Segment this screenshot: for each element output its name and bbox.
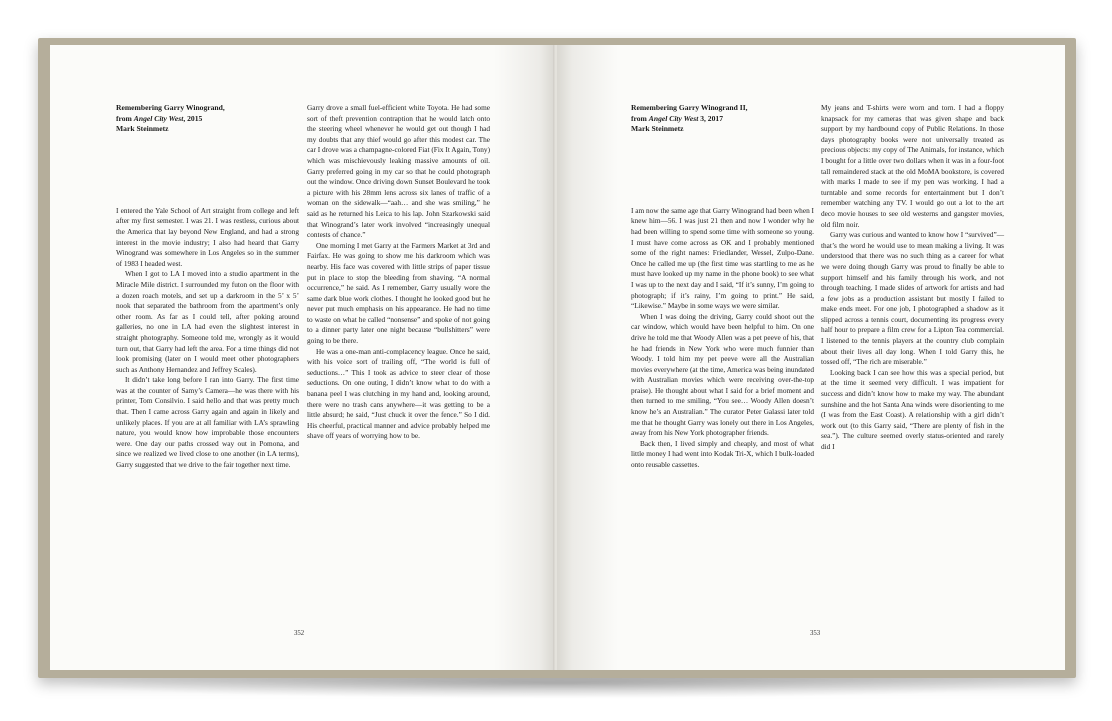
right-page-column-2 — [821, 103, 1004, 453]
paragraph: Garry drove a small fuel-efficient white Toyota. He had some sort of theft prevention contraption that he would latch onto the steering wheel whenever he would get out though I had my doubts that any thief would go after this modest car. The car I drove was a champagne-colored Fiat (Fix It Again, Tony) which was mischievously leaking massive amounts of oil. Garry preferred going in my car so that he could photograph out the window. Once driving down Sunset Boulevard he took a picture with his 28mm lens across six lanes of traffic of a woman on the sidewalk—“aah… and she was smiling,” he said as he returned his Leica to his lap. John Szarkowski said that Winogrand’s later work involved “increasingly unequal contests of chance.” — [307, 103, 490, 240]
right-page — [557, 45, 1065, 670]
page-number: 352 — [294, 630, 305, 637]
paragraph: One morning I met Garry at the Farmers Market at 3rd and Fairfax. He was going to show me his darkroom which was nearby. His face was covered with little strips of paper tissue put in place to stop the bleeding from shaving. “A normal occurrence,” he said. As I remember, Garry usually wore the same dark blue work clothes. I thought he looked good but he never put much emphasis on his appearance. He had no time to waste on what he called “nonsense” and spoke of not going to a dinner party later one night because “bullshitters” were going to be there. — [307, 240, 490, 346]
heading-author: Mark Steinmetz — [116, 124, 169, 134]
heading-author: Mark Steinmetz — [631, 124, 684, 134]
heading-source: from Angel City West, 2015 — [116, 113, 203, 123]
heading-title: Remembering Garry Winogrand, — [116, 103, 225, 112]
paragraph: When I was doing the driving, Garry could shoot out the car window, which would have been helpful to him. On one drive he told me that Woody Allen was a pet peeve of his, that he had friends in New York who were much funnier than Woody. I told him my pet peeve were all the Australian movies everywhere (at the time, America was being inundated with Australian movies which were receiving over-the-top praise). He thought about what I said for a brief moment and then turned to me smiling, “You see… Woody Allen doesn’t know he’s an Australian.” The curator Peter Galassi later told me that he thought Garry was lonely out there in Los Angeles, away from his New York photographer friends. — [631, 311, 814, 438]
paragraph: I am now the same age that Garry Winogrand had been when I knew him—56. I was just 21 then and now I wonder why he had been willing to spend some time with someone so young. I must have come across as OK and I probably mentioned some of the right names: Friedlander, Wessel, Zulpo-Dane. Once he called me up (the first time was startling to me as he must have looked up my name in the phone book) to see what I was up to the next day and I said, “If it’s sunny, I’m going to photograph; if it’s rainy, I’m going to print.” He said, “Likewise.” Maybe in some ways we were similar. — [631, 205, 814, 311]
paragraph: It didn’t take long before I ran into Garry. The first time was at the counter of Samy’s Camera—he was there with his printer, Tom Consilvio. I said hello and that was pretty much that. Then I came across Garry again and again in likely and unlikely places. If you are at all familiar with LA’s sprawling nature, you would know how improbable those encounters were. One day our paths crossed way out in Pomona, and since we realized we lived close to one another (in LA terms), Garry suggested that we drive to the fair together next time. — [116, 375, 299, 470]
essay-heading — [116, 103, 299, 135]
paragraph: When I got to LA I moved into a studio apartment in the Miracle Mile district. I surrounded my futon on the floor with a dozen roach motels, and set up a darkroom in the 5’ x 5’ nook that separated the bathroom from the apartment’s only other room. As far as I could tell, after poking around galleries, no one in LA had even the slightest interest in straight photography. Someone told me, wrongly as it would turn out, that Garry had left the area. For a time things did not look promising (later on I would meet other photographers such as Anthony Hernandez and Jeffrey Scales). — [116, 269, 299, 374]
heading-title: Remembering Garry Winogrand II, — [631, 103, 748, 112]
heading-source: from Angel City West 3, 2017 — [631, 113, 723, 123]
paragraph: He was a one-man anti-complacency league. Once he said, with his voice sort of trailing off, “The world is full of seductions…” This I took as advice to steer clear of those seductions. On one outing, I didn’t know what to do with a banana peel I was clutching in my hand and, looking around, there were no trash cans anywhere—it was getting to be a little absurd; he said, “Just chuck it over the fence.” So I did. His cheerful, practical manner and advice probably helped me shave off years of worrying how to be. — [307, 346, 490, 441]
paragraph: I entered the Yale School of Art straight from college and left after my first semester. I was 21. I was restless, curious about the America that lay beyond New England, and had a strong interest in the movie industry; I also had heard that Garry Winogrand was somewhere in Los Angeles so in the summer of 1983 I headed west. — [116, 205, 299, 268]
left-page-column-1 — [116, 103, 299, 471]
publication-title: Angel City West — [133, 113, 184, 123]
paragraph: My jeans and T-shirts were worn and torn. I had a floppy knapsack for my cameras that was given shape and back support by my hardbound copy of Public Relations. In those days photography books were not universally treated as precious objects: my copy of The Animals, for instance, which I bought for a little over two dollars when it was in a four-foot tall remaindered stack at the old MoMA bookstore, is covered with marks I made to see if my pen was working. I had a turntable and some records for entertainment but I don’t remember watching any TV. I would go out a lot to the art deco movie houses to see old westerns and gangster movies, old film noir. — [821, 103, 1004, 229]
page-number: 353 — [810, 630, 821, 637]
publication-title: Angel City West — [648, 113, 699, 123]
essay-heading — [631, 103, 814, 135]
paragraph: Back then, I lived simply and cheaply, and most of what little money I had went into Kodak Tri-X, which I bulk-loaded onto reusable cassettes. — [631, 438, 814, 470]
left-page — [50, 45, 555, 670]
paragraph: Looking back I can see how this was a special period, but at the time it seemed very difficult. I was impatient for success and didn’t know how to make my way. The abundant sunshine and the hot Santa Ana winds were disorienting to me (I was from the East Coast). A relationship with a girl didn’t work out (to this Garry said, “There are plenty of fish in the sea.”). The culture seemed overly status-oriented and rarely did I — [821, 367, 1004, 451]
paragraph: Garry was curious and wanted to know how I “survived”—that’s the word he would use to mean making a living. It was understood that there was no such thing as a career for what we were doing though Garry was proud to finally be able to support himself and his family through his work, and not through teaching. I made slides of artwork for artists and had a few jobs as a production assistant but mostly I failed to make ends meet. For one job, I photographed a shadow as it slipped across a tennis court, documenting its progress every half hour to prepare a film crew for a Lipton Tea commercial. I listened to the tennis players at the country club complain about their lives all day long. When I told Garry this, he tossed off, “The rich are miserable.” — [821, 230, 1004, 367]
left-page-column-2 — [307, 103, 490, 442]
right-page-column-1 — [631, 103, 814, 471]
